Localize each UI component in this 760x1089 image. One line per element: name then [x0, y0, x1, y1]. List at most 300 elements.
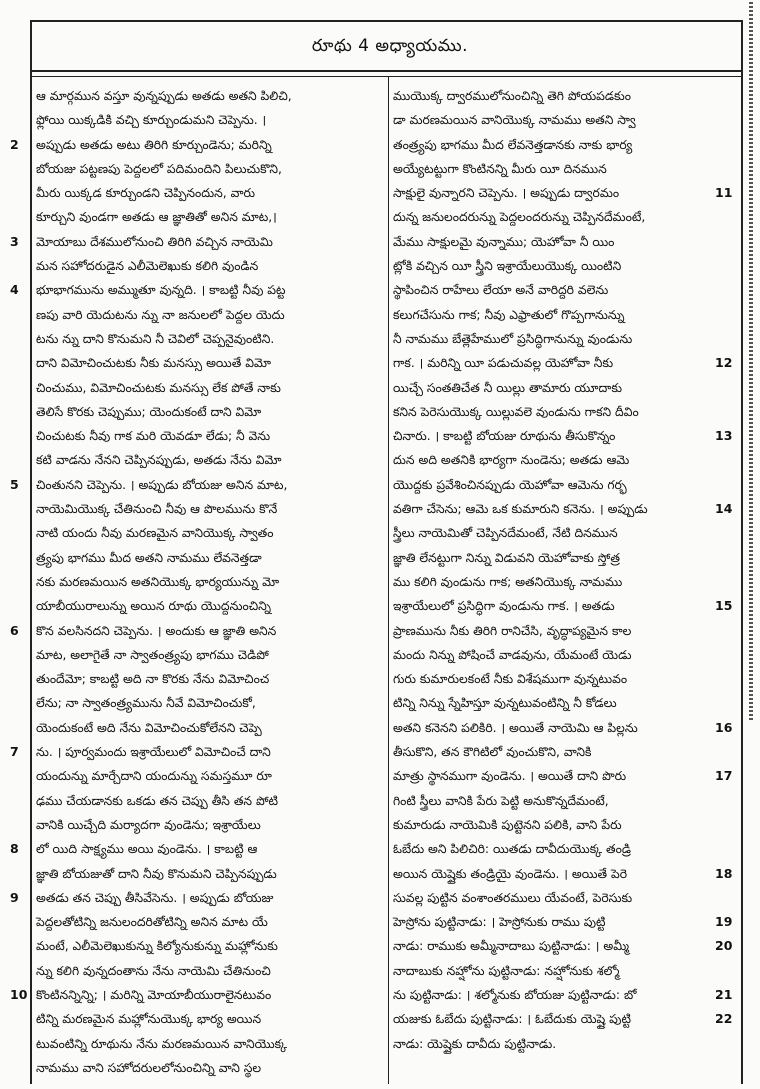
edge-dash: [749, 262, 753, 264]
edge-dash: [749, 610, 753, 612]
edge-dash: [749, 210, 753, 212]
edge-dash: [749, 90, 753, 92]
text-line: [393, 740, 733, 764]
edge-dash: [749, 250, 753, 252]
line-text: టిన్ని మరణమైన మహ్లోనుయొక్క భార్య అయిన: [36, 1012, 262, 1027]
edge-dash: [749, 550, 753, 552]
edge-dash: [749, 230, 753, 232]
edge-dash: [749, 694, 753, 696]
text-line: [393, 521, 733, 545]
edge-dash: [749, 410, 753, 412]
text-line: [393, 230, 733, 254]
text-line: [10, 133, 386, 157]
edge-dash: [749, 146, 753, 148]
edge-dash: [749, 102, 753, 104]
line-text: అతని కనెనని పలికిరి. । అయితే నాయెమి ఆ పిల్లను: [393, 720, 638, 735]
line-text: ను. । పూర్వమందు ఇశ్రాయేలులో విమోచించే దాని: [36, 745, 271, 760]
edge-dash: [749, 134, 753, 136]
edge-dash: [749, 522, 753, 524]
edge-dash: [749, 6, 753, 8]
edge-dash: [749, 342, 753, 344]
edge-dash: [749, 398, 753, 400]
edge-dash: [749, 626, 753, 628]
edge-dash: [749, 618, 753, 620]
edge-dash: [749, 66, 753, 68]
text-line: [393, 254, 733, 278]
text-line: [16, 716, 386, 740]
text-line: [393, 1032, 733, 1056]
verse-number: 13: [715, 428, 733, 444]
text-line: [10, 837, 386, 861]
edge-dash: [749, 574, 753, 576]
edge-dash: [749, 466, 753, 468]
line-text: గాక. । మరిన్ని యీ పడుచువల్ల యెహోవా నీకు: [393, 356, 614, 371]
edge-dash: [749, 606, 753, 608]
text-line: [393, 1007, 733, 1031]
edge-dash: [749, 514, 753, 516]
line-text: నీ నామము బేత్లెహేములో ప్రసిద్ధిగానున్ను వుండును: [393, 331, 633, 346]
edge-dash: [749, 170, 753, 172]
line-text: వానికి యిచ్చేది మర్యాదగా వుండెను; ఇశ్రాయేలు: [36, 817, 261, 832]
edge-dash: [749, 130, 753, 132]
column-divider: [388, 76, 389, 1084]
line-text: యాబీయురాలున్ను అయిన రూథు యొద్దనుంచిన్ని: [36, 599, 271, 614]
right-column: [393, 84, 733, 1080]
edge-dash: [749, 478, 753, 480]
line-text: తీసుకొని, తన కౌగిటిలో వుంచుకొని, వానికి: [393, 745, 592, 760]
edge-dash: [749, 474, 753, 476]
verse-number: 18: [715, 865, 733, 881]
line-text: ఢము చేయడానకు ఒకడు తన చెప్పు తీసి తన పోటి: [36, 793, 278, 808]
text-line: [16, 448, 386, 472]
edge-dash: [749, 498, 753, 500]
edge-dash: [749, 690, 753, 692]
text-line: [16, 789, 386, 813]
line-text: చించుటకు నీవు గాక మరి యెవడూ లేడు; నీ వెను: [36, 429, 271, 444]
text-line: [10, 983, 386, 1007]
edge-dash: [749, 54, 753, 56]
line-text: కొంటినన్నిన్ని; । మరిన్ని మోయాబీయురాలైనటువం: [36, 987, 272, 1002]
edge-dash: [749, 238, 753, 240]
text-line: [16, 327, 386, 351]
edge-dash: [749, 298, 753, 300]
verse-number: 21: [715, 986, 733, 1002]
edge-dash: [749, 634, 753, 636]
line-text: తెలిసే కొరకు చెప్పుము; యెందుకంటే దాని విమో: [36, 404, 262, 419]
verse-number: 2: [10, 136, 19, 152]
edge-dash: [749, 462, 753, 464]
edge-dash: [749, 94, 753, 96]
verse-number: 11: [715, 185, 733, 201]
edge-dash: [749, 698, 753, 700]
edge-dash: [749, 362, 753, 364]
edge-dash: [749, 538, 753, 540]
text-line: [393, 473, 733, 497]
line-text: కలుగచేసును గాక; నీవు ఎఫ్రాతులో గొప్పగానున్ను: [393, 307, 625, 322]
edge-dash: [749, 58, 753, 60]
page-edge-marks: [741, 0, 759, 1089]
edge-dash: [749, 314, 753, 316]
edge-dash: [749, 590, 753, 592]
line-text: నాడు: రాముకు అమ్మీనాదాబు పుట్టినాడు: । అమ్మీ: [393, 939, 630, 954]
edge-dash: [749, 374, 753, 376]
text-line: [393, 643, 733, 667]
line-text: ప్రాణమును నీకు తిరిగి రానిచేసి, వృద్ధాప్యమైన కాల: [393, 623, 632, 638]
text-line: [393, 594, 733, 618]
edge-dash: [749, 382, 753, 384]
edge-dash: [749, 614, 753, 616]
edge-dash: [749, 122, 753, 124]
text-line: [16, 1056, 386, 1080]
text-line: [393, 691, 733, 715]
edge-dash: [749, 422, 753, 424]
verse-number: 4: [10, 282, 19, 298]
text-line: [16, 934, 386, 958]
text-line: [16, 546, 386, 570]
edge-dash: [749, 402, 753, 404]
edge-dash: [749, 390, 753, 392]
edge-dash: [749, 286, 753, 288]
text-line: [393, 837, 733, 861]
header-rule: [30, 70, 742, 72]
edge-dash: [749, 258, 753, 260]
text-line: [16, 376, 386, 400]
edge-dash: [749, 310, 753, 312]
edge-dash: [749, 150, 753, 152]
line-text: పెద్దలతోటిన్ని జనులందరితోటిన్ని అనిన మాట యే: [36, 915, 268, 930]
text-line: [16, 813, 386, 837]
edge-dash: [749, 562, 753, 564]
text-line: [393, 570, 733, 594]
verse-number: 15: [715, 598, 733, 614]
line-text: దున అది అతనికి భార్యగా నుండెను; అతడు ఆమె: [393, 453, 630, 468]
edge-dash: [749, 458, 753, 460]
edge-dash: [749, 602, 753, 604]
edge-dash: [749, 74, 753, 76]
edge-dash: [749, 110, 753, 112]
edge-dash: [749, 234, 753, 236]
line-text: డా మరణమయిన వానియొక్క నామము అతని స్వా: [393, 113, 636, 128]
line-text: కనిన పెరెసుయొక్క యిల్లువలె వుండును గాకని దీవిం: [393, 404, 639, 419]
text-line: [393, 667, 733, 691]
edge-dash: [749, 186, 753, 188]
text-line: [393, 959, 733, 983]
line-text: యెందుకంటే అది నేను విమోచించుకోలేనని చెప్పె: [36, 720, 262, 735]
line-text: ను పుట్టినాడు: । శల్మోనుకు బోయజు పుట్టినాడు: బో: [393, 987, 637, 1002]
text-line: [393, 376, 733, 400]
edge-dash: [749, 646, 753, 648]
verse-number: 5: [10, 476, 19, 492]
text-line: [16, 351, 386, 375]
left-column: [10, 84, 386, 1080]
edge-dash: [749, 394, 753, 396]
verse-number: 9: [10, 889, 19, 905]
text-line: [393, 400, 733, 424]
line-text: యజుకు ఓబేదు పుట్టినాడు: । ఓబేదుకు యెష్షై పుట్టి: [393, 1012, 631, 1027]
edge-dash: [749, 22, 753, 24]
line-text: మాత్రు స్థానముగా వుండెను. । అయితే దాని పొరు: [393, 769, 627, 784]
edge-dash: [749, 46, 753, 48]
edge-dash: [749, 686, 753, 688]
edge-dash: [749, 270, 753, 272]
line-text: నాయెమియొక్క చేతినుంచి నీవు ఆ పొలమును కొనే: [36, 502, 278, 517]
edge-dash: [749, 578, 753, 580]
line-text: ణపు వారి యెదుటను న్ను నా జనులలో పెద్దల యెదు: [36, 307, 285, 322]
line-text: న్ను కలిగి వున్నదంతాను నేను నాయెమి చేతినుంచి: [36, 963, 271, 978]
text-line: [10, 278, 386, 302]
text-line: [393, 716, 733, 740]
edge-dash: [749, 638, 753, 640]
edge-dash: [749, 334, 753, 336]
edge-dash: [749, 70, 753, 72]
text-line: [393, 619, 733, 643]
verse-number: 8: [10, 841, 19, 857]
edge-dash: [749, 142, 753, 144]
edge-dash: [749, 318, 753, 320]
edge-dash: [749, 154, 753, 156]
edge-dash: [749, 202, 753, 204]
line-text: సువల్ల పుట్టిన వంశాంతరములు యేవంటే, పెరెసుకు: [393, 890, 633, 905]
text-line: [16, 84, 386, 108]
line-text: మాట, అలాగైతే నా స్వాతంత్ర్యపు భాగము చెడిపో: [36, 647, 269, 662]
line-text: మంటే, ఎలీమెలెఖుకున్ను కిల్యోనుకున్ను మహ్లోనుకు: [36, 939, 278, 954]
text-line: [16, 570, 386, 594]
edge-dash: [749, 666, 753, 668]
edge-dash: [749, 586, 753, 588]
edge-dash: [749, 594, 753, 596]
text-line: [16, 157, 386, 181]
edge-dash: [749, 166, 753, 168]
edge-dash: [749, 326, 753, 328]
text-line: [393, 108, 733, 132]
text-line: [393, 983, 733, 1007]
verse-number: 16: [715, 719, 733, 735]
edge-dash: [749, 622, 753, 624]
line-text: గురు కుమారులకంటే నీకు విశేషముగా వున్నటువం: [393, 672, 628, 687]
line-text: నాటి యందు నీవు మరణమైన వానియొక్క స్వాతం: [36, 526, 274, 541]
edge-dash: [749, 502, 753, 504]
line-text: టువంటిన్ని రూథును నేను మరణమయిన వానియొక్క: [36, 1036, 288, 1051]
text-line: [16, 424, 386, 448]
text-line: [16, 108, 386, 132]
edge-dash: [749, 106, 753, 108]
edge-dash: [749, 14, 753, 16]
verse-number: 6: [10, 622, 19, 638]
text-line: [393, 448, 733, 472]
edge-dash: [749, 446, 753, 448]
text-line: [393, 497, 733, 521]
edge-dash: [749, 294, 753, 296]
line-text: తంత్ర్యపు భాగము మీద లేవనెత్తడానకు నాకు భార్య: [393, 137, 633, 152]
edge-dash: [749, 702, 753, 704]
edge-dash: [749, 190, 753, 192]
line-text: కూర్చుని వుండగా అతడు ఆ జ్ఞాతితో అనిన మాట,।: [36, 210, 277, 225]
line-text: కుమారుడు నాయెమికి పుట్టెనని పలికి, వాని పేరు: [393, 817, 622, 832]
edge-dash: [749, 178, 753, 180]
edge-dash: [749, 206, 753, 208]
text-line: [393, 181, 733, 205]
line-text: ము కలిగి వుండును గాక; అతనియొక్క నామము: [393, 574, 623, 589]
text-line: [393, 934, 733, 958]
line-text: మేము సాక్షులమై వున్నాము; యెహోవా నీ యిం: [393, 234, 615, 249]
edge-dash: [749, 158, 753, 160]
edge-dash: [749, 18, 753, 20]
text-line: [10, 886, 386, 910]
text-line: [393, 157, 733, 181]
line-text: మీరు యిక్కడ కూర్చుండని చెప్పినందున, వారు: [36, 186, 256, 201]
text-line: [393, 351, 733, 375]
line-text: ముయొక్క ద్వారములోనుంచిన్ని తెగి పోయపడకుం: [393, 89, 631, 103]
line-text: అతడు తన చెప్పు తీసివేసెను. । అప్పుడు బోయజు: [36, 890, 274, 905]
edge-dash: [749, 10, 753, 12]
edge-dash: [749, 98, 753, 100]
edge-dash: [749, 114, 753, 116]
header-rule-thin: [30, 76, 742, 77]
edge-dash: [749, 194, 753, 196]
verse-number: 10: [10, 986, 28, 1002]
edge-dash: [749, 346, 753, 348]
edge-dash: [749, 246, 753, 248]
line-text: అప్పుడు అతడు అటు తిరిగి కూర్చుండెను; మరిన్ని: [36, 137, 272, 152]
edge-dash: [749, 118, 753, 120]
edge-dash: [749, 278, 753, 280]
line-text: యొద్దకు ప్రవేశించినప్పుడు యెహోవా ఆమెను గర్భ: [393, 477, 627, 492]
edge-dash: [749, 534, 753, 536]
edge-dash: [749, 518, 753, 520]
edge-dash: [749, 490, 753, 492]
edge-dash: [749, 506, 753, 508]
edge-dash: [749, 198, 753, 200]
verse-number: 22: [715, 1011, 733, 1027]
edge-dash: [749, 682, 753, 684]
verse-number: 14: [715, 501, 733, 517]
verse-number: 17: [715, 768, 733, 784]
line-text: ఇశ్రాయేలులో ప్రసిద్ధిగా వుండును గాక. । అతడు: [393, 599, 615, 614]
text-line: [393, 1056, 733, 1080]
edge-dash: [749, 658, 753, 660]
edge-dash: [749, 62, 753, 64]
text-line: [16, 643, 386, 667]
edge-dash: [749, 182, 753, 184]
edge-dash: [749, 274, 753, 276]
text-line: [393, 205, 733, 229]
text-line: [393, 862, 733, 886]
text-line: [393, 813, 733, 837]
edge-dash: [749, 718, 753, 720]
text-line: [393, 789, 733, 813]
text-line: [393, 327, 733, 351]
edge-dash: [749, 662, 753, 664]
edge-dash: [749, 138, 753, 140]
edge-dash: [749, 350, 753, 352]
text-line: [16, 667, 386, 691]
edge-dash: [749, 566, 753, 568]
edge-dash: [749, 706, 753, 708]
text-line: [16, 764, 386, 788]
text-line: [16, 205, 386, 229]
text-line: [10, 740, 386, 764]
edge-dash: [749, 530, 753, 532]
text-line: [16, 521, 386, 545]
edge-dash: [749, 354, 753, 356]
line-text: లో యిది సాక్ష్యము అయి వుండెను. । కాబట్టి ఆ: [36, 842, 258, 857]
text-line: [16, 254, 386, 278]
edge-dash: [749, 378, 753, 380]
text-line: [393, 764, 733, 788]
line-text: నకు మరణమయిన అతనియొక్క భార్యయున్ను మో: [36, 574, 280, 589]
edge-dash: [749, 418, 753, 420]
edge-dash: [749, 174, 753, 176]
line-text: నామము వాని సహోదరులలోనుంచిన్ని వాని స్థల: [36, 1060, 262, 1075]
line-text: చించుము, విమోచించుటకు మనస్సు లేక పోతే నాకు: [36, 380, 281, 395]
edge-dash: [749, 338, 753, 340]
text-line: [16, 1007, 386, 1031]
edge-dash: [749, 330, 753, 332]
text-line: [393, 546, 733, 570]
edge-dash: [749, 542, 753, 544]
edge-dash: [749, 42, 753, 44]
edge-dash: [749, 470, 753, 472]
line-text: లేను; నా స్వాతంత్ర్యమును నీవే విమోచించుకో,: [36, 696, 256, 711]
text-line: [393, 133, 733, 157]
text-line: [16, 303, 386, 327]
edge-dash: [749, 26, 753, 28]
edge-dash: [749, 370, 753, 372]
line-text: తుందేమో; కాబట్టి అది నా కొరకు నేను విమోచించ: [36, 672, 270, 687]
edge-dash: [749, 546, 753, 548]
edge-dash: [749, 650, 753, 652]
edge-dash: [749, 38, 753, 40]
text-line: [393, 84, 733, 108]
verse-number: 20: [715, 938, 733, 954]
line-text: యిచ్చే సంతతిచేత నీ యిల్లు తామారు యూదాకు: [393, 380, 622, 395]
line-text: దున్న జనులందరున్ను పెద్దలందరున్ను చెప్పినదేమంటే,: [393, 210, 646, 225]
edge-dash: [749, 306, 753, 308]
edge-dash: [749, 2, 753, 4]
line-text: మన సహోదరుడైన ఎలీమెలెఖుకు కలిగి వుండిన: [36, 259, 259, 274]
line-text: స్థాపించిన రాహేలు లేయా అనే వారిద్దరి వలెను: [393, 283, 609, 298]
edge-dash: [749, 710, 753, 712]
edge-dash: [749, 510, 753, 512]
text-line: [393, 886, 733, 910]
text-line: [393, 424, 733, 448]
line-text: ట్లోకి వచ్చిన యీ స్త్రీని ఇశ్రాయేలుయొక్క యింటిని: [393, 259, 622, 274]
edge-dash: [749, 78, 753, 80]
edge-dash: [749, 434, 753, 436]
line-text: ఆ మార్గమున వస్తూ వున్నప్పుడు అతడు అతని పిలిచి,: [36, 89, 292, 103]
line-text: నాదాబుకు నహ్షోను పుట్టినాడు: నహ్షోనుకు శల్మో: [393, 963, 620, 978]
line-text: చింతునని చెప్పెను. । అప్పుడు బోయజు అనిన మాట,: [36, 477, 288, 492]
edge-dash: [749, 630, 753, 632]
edge-dash: [749, 414, 753, 416]
line-text: జ్ఞాతి లేనట్టుగా నిన్ను విడువని యెహోవాకు స్తోత్ర: [393, 550, 620, 565]
line-text: టిన్ని నిన్ను స్నేహిస్తూ వున్నటువంటిన్ని నీ కోడలు: [393, 696, 617, 711]
edge-dash: [749, 82, 753, 84]
line-text: దాని విమోచించుటకు నీకు మనస్సు అయితే విమో: [36, 356, 271, 371]
edge-dash: [749, 322, 753, 324]
edge-dash: [749, 386, 753, 388]
line-text: కటి వాడను నేనని చెప్పినప్పుడు, అతడు నేను విమో: [36, 453, 282, 468]
line-text: జ్ఞాతి బోయజుతో దాని నీవు కొనుమని చెప్పినప్పుడు: [36, 866, 277, 881]
edge-dash: [749, 558, 753, 560]
text-line: [10, 619, 386, 643]
edge-dash: [749, 50, 753, 52]
edge-dash: [749, 454, 753, 456]
edge-dash: [749, 678, 753, 680]
text-line: [16, 862, 386, 886]
line-text: అయ్యేటట్టుగా కొంటినన్ని మీరు యీ దినమున: [393, 161, 607, 176]
text-line: [16, 1032, 386, 1056]
